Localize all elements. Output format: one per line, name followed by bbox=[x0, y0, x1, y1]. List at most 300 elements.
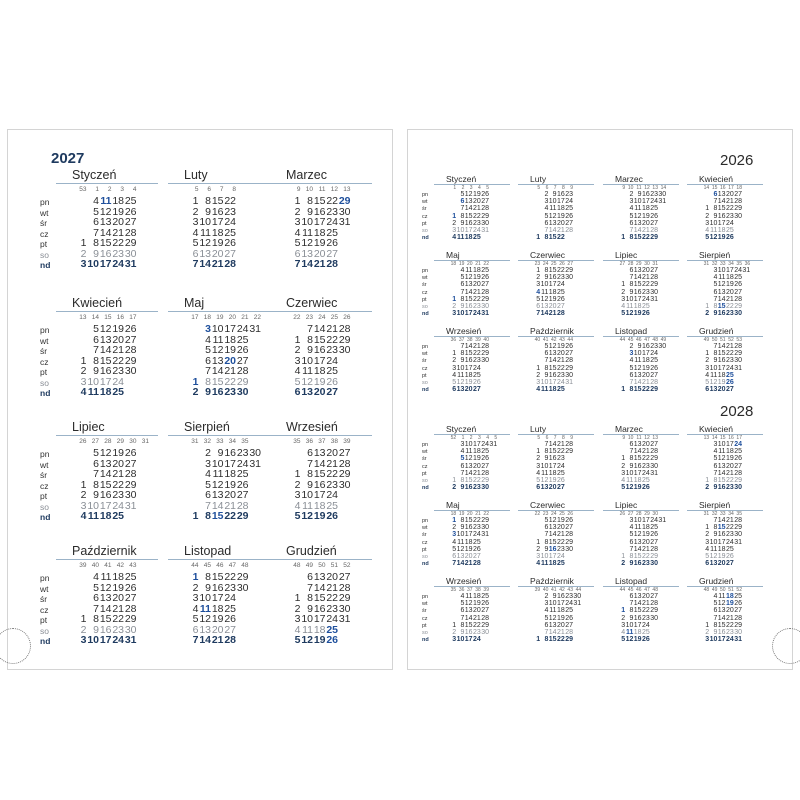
day-cell: 6 bbox=[205, 489, 211, 501]
day-cell: 28 bbox=[338, 323, 351, 335]
day-label-nd: nd bbox=[422, 561, 429, 568]
month-name: Grudzień bbox=[699, 576, 734, 586]
day-cell: 9 bbox=[93, 365, 99, 377]
day-cell: 21 bbox=[556, 357, 565, 365]
day-cell: 11 bbox=[625, 629, 634, 636]
day-cell: 28 bbox=[236, 499, 249, 512]
day-label-pn: pn bbox=[422, 344, 429, 350]
day-cell: 1 bbox=[452, 295, 457, 303]
day-cell: 23 bbox=[556, 545, 565, 553]
day-cell: 14 bbox=[548, 531, 557, 539]
day-cell: 26 bbox=[326, 510, 338, 522]
day-cell: 25 bbox=[725, 371, 734, 379]
day-cell: 5 bbox=[192, 613, 199, 625]
day-cell: 6 bbox=[460, 607, 465, 615]
day-cell: 7 bbox=[713, 295, 718, 303]
day-cell: 15 bbox=[633, 234, 642, 242]
day-cell: 14 bbox=[199, 634, 211, 646]
day-cell: 23 bbox=[650, 343, 658, 350]
day-cell: 2 bbox=[452, 357, 457, 365]
day-cell: 25 bbox=[224, 602, 236, 615]
day-cell: 10 bbox=[301, 354, 313, 367]
day-label-wt: wt bbox=[422, 351, 428, 358]
day-cell: 8 bbox=[544, 267, 549, 274]
day-cell: 19 bbox=[211, 237, 224, 249]
day-cell: 11 bbox=[718, 274, 726, 282]
day-cell: 13 bbox=[99, 333, 112, 346]
day-cell: 2 bbox=[536, 371, 541, 379]
day-cell: 10 bbox=[709, 364, 718, 372]
month-2028-8 bbox=[687, 500, 763, 569]
day-cell: 20 bbox=[641, 593, 650, 600]
day-cell: 31 bbox=[338, 613, 351, 625]
day-cell: 8 bbox=[544, 448, 549, 456]
month-divider bbox=[56, 183, 158, 184]
day-cell: 15 bbox=[717, 524, 726, 532]
day-cell: 6 bbox=[544, 524, 549, 532]
day-cell: 17 bbox=[313, 216, 326, 228]
week-number: 18 bbox=[450, 511, 457, 517]
day-cell: 29 bbox=[481, 621, 489, 629]
month-2028-12 bbox=[687, 576, 763, 645]
day-cell: 17 bbox=[464, 364, 473, 372]
day-cell: 20 bbox=[717, 386, 726, 394]
day-cell: 24 bbox=[112, 634, 124, 646]
day-cell: 30 bbox=[734, 531, 742, 539]
day-cell: 10 bbox=[211, 457, 224, 470]
day-label-cz: cz bbox=[40, 228, 49, 239]
day-cell: 26 bbox=[641, 636, 650, 644]
day-cell: 3 bbox=[536, 462, 541, 470]
day-cell: 23 bbox=[725, 629, 734, 636]
day-cell: 7 bbox=[307, 457, 313, 470]
day-cell: 7 bbox=[460, 205, 465, 213]
day-cell: 11 bbox=[634, 524, 642, 532]
week-number: 1 bbox=[461, 435, 465, 441]
day-cell: 1 bbox=[621, 281, 626, 289]
day-cell: 17 bbox=[99, 634, 112, 646]
week-number: 13 bbox=[652, 185, 658, 191]
day-cell: 12 bbox=[199, 613, 211, 625]
day-cell: 5 bbox=[93, 323, 99, 335]
month-name: Marzec bbox=[286, 168, 327, 182]
day-cell: 13 bbox=[301, 386, 313, 398]
day-cell: 27 bbox=[725, 386, 734, 394]
day-cell: 17 bbox=[556, 198, 565, 206]
day-cell: 11 bbox=[541, 288, 549, 296]
day-cell: 27 bbox=[565, 621, 573, 629]
day-cell: 17 bbox=[556, 600, 565, 608]
day-cell: 1 bbox=[621, 455, 626, 463]
day-cell: 8 bbox=[93, 354, 99, 367]
day-cell: 14 bbox=[301, 258, 313, 270]
week-number: 52 bbox=[728, 337, 734, 343]
day-cell: 9 bbox=[460, 303, 465, 310]
week-number: 50 bbox=[720, 587, 726, 593]
day-cell: 31 bbox=[742, 267, 751, 274]
day-cell: 8 bbox=[629, 607, 634, 615]
day-cell: 5 bbox=[629, 364, 634, 372]
day-cell: 14 bbox=[99, 226, 112, 239]
day-cell: 27 bbox=[481, 198, 489, 206]
day-cell: 2 bbox=[192, 205, 199, 218]
day-cell: 29 bbox=[481, 350, 489, 358]
month-name: Listopad bbox=[184, 544, 232, 558]
week-number: 39 bbox=[483, 587, 489, 593]
day-cell: 25 bbox=[224, 226, 236, 239]
day-cell: 11 bbox=[718, 593, 726, 600]
day-cell: 15 bbox=[211, 375, 224, 388]
day-cell: 14 bbox=[548, 441, 557, 448]
day-cell: 7 bbox=[713, 343, 718, 350]
day-cell: 10 bbox=[625, 469, 634, 477]
day-cell: 24 bbox=[734, 441, 742, 448]
day-cell: 16 bbox=[464, 303, 473, 310]
day-cell: 5 bbox=[536, 477, 541, 484]
week-number: 44 bbox=[619, 337, 626, 343]
day-cell: 19 bbox=[633, 310, 642, 318]
month-divider bbox=[270, 183, 372, 184]
day-cell: 11 bbox=[212, 333, 224, 346]
day-cell: 2 bbox=[705, 531, 710, 539]
month-name: Maj bbox=[446, 250, 460, 260]
day-cell: 25 bbox=[650, 524, 658, 532]
day-cell: 30 bbox=[650, 614, 658, 622]
day-cell: 21 bbox=[641, 274, 650, 282]
day-cell: 15 bbox=[313, 468, 326, 480]
day-cell: 23 bbox=[472, 484, 481, 492]
day-cell: 26 bbox=[734, 281, 742, 289]
day-cell: 22 bbox=[224, 375, 236, 388]
day-cell: 11 bbox=[718, 448, 726, 456]
day-cell: 10 bbox=[633, 517, 642, 524]
day-cell: 15 bbox=[99, 354, 112, 367]
day-cell: 8 bbox=[629, 455, 634, 463]
day-cell: 11 bbox=[634, 357, 642, 365]
day-cell: 29 bbox=[734, 303, 742, 310]
day-cell: 25 bbox=[734, 448, 742, 456]
day-cell: 5 bbox=[452, 545, 457, 553]
month-name: Listopad bbox=[615, 576, 648, 586]
day-cell: 25 bbox=[725, 227, 734, 234]
day-cell: 20 bbox=[641, 441, 650, 448]
day-cell: 3 bbox=[452, 227, 457, 234]
day-cell: 7 bbox=[629, 379, 634, 386]
month-name: Sierpień bbox=[699, 500, 731, 510]
day-cell: 17 bbox=[464, 531, 473, 539]
day-cell: 25 bbox=[124, 571, 137, 583]
day-cell: 11 bbox=[302, 623, 313, 636]
day-cell: 7 bbox=[544, 629, 549, 636]
day-cell: 26 bbox=[472, 545, 481, 553]
day-cell: 2 bbox=[629, 343, 634, 350]
day-cell: 2 bbox=[452, 484, 457, 492]
day-cell: 31 bbox=[489, 441, 498, 448]
day-cell: 28 bbox=[650, 379, 658, 386]
day-cell: 17 bbox=[99, 258, 112, 270]
day-cell: 7 bbox=[544, 227, 549, 234]
day-cell: 14 bbox=[211, 499, 224, 512]
week-number: 46 bbox=[636, 337, 642, 343]
day-cell: 14 bbox=[464, 205, 473, 213]
day-cell: 11 bbox=[634, 205, 642, 213]
week-number: 4 bbox=[132, 186, 137, 193]
day-cell: 31 bbox=[481, 531, 489, 539]
day-cell: 5 bbox=[93, 581, 99, 594]
day-cell: 6 bbox=[705, 386, 710, 394]
day-cell: 29 bbox=[124, 613, 137, 625]
day-cell: 27 bbox=[734, 462, 742, 470]
day-cell: 27 bbox=[556, 303, 565, 310]
day-cell: 5 bbox=[544, 517, 549, 524]
month-name: Marzec bbox=[615, 424, 643, 434]
day-cell: 7 bbox=[205, 499, 211, 512]
day-cell: 18 bbox=[548, 386, 557, 394]
day-cell: 21 bbox=[641, 545, 650, 553]
day-cell: 6 bbox=[629, 219, 634, 227]
day-label-so: so bbox=[40, 249, 49, 260]
week-number: 45 bbox=[203, 562, 211, 569]
day-cell: 7 bbox=[192, 634, 199, 646]
week-number: 27 bbox=[91, 438, 99, 445]
week-number: 22 bbox=[534, 511, 541, 517]
day-cell: 26 bbox=[224, 613, 236, 625]
day-cell: 11 bbox=[465, 593, 473, 600]
day-cell: 21 bbox=[556, 441, 565, 448]
month-2027-8 bbox=[168, 420, 270, 524]
month-2026-9 bbox=[422, 326, 510, 395]
day-cell: 6 bbox=[294, 247, 301, 260]
day-cell: 10 bbox=[87, 634, 99, 646]
week-number: 36 bbox=[450, 337, 457, 343]
day-cell: 4 bbox=[629, 524, 634, 532]
month-name: Lipiec bbox=[72, 420, 105, 434]
day-label-so: so bbox=[422, 630, 428, 636]
day-cell: 11 bbox=[302, 365, 313, 377]
day-cell: 21 bbox=[211, 634, 224, 646]
day-cell: 7 bbox=[460, 288, 465, 296]
day-label-pt: pt bbox=[422, 220, 427, 227]
day-cell: 12 bbox=[717, 600, 726, 608]
day-cell: 22 bbox=[326, 592, 338, 604]
day-cell: 23 bbox=[725, 310, 734, 318]
day-cell: 10 bbox=[456, 531, 465, 539]
day-cell: 28 bbox=[565, 227, 573, 234]
day-cell: 25 bbox=[556, 288, 565, 296]
day-cell: 9 bbox=[307, 344, 313, 356]
day-cell: 13 bbox=[717, 607, 726, 615]
day-cell: 18 bbox=[99, 386, 112, 398]
day-cell: 11 bbox=[710, 371, 718, 379]
month-2026-5 bbox=[422, 250, 510, 319]
day-cell: 19 bbox=[725, 281, 734, 289]
day-label-nd: nd bbox=[40, 512, 51, 522]
day-cell: 4 bbox=[452, 538, 457, 546]
day-cell: 19 bbox=[548, 295, 557, 303]
day-cell: 14 bbox=[456, 560, 465, 568]
day-cell: 21 bbox=[326, 323, 338, 335]
day-cell: 18 bbox=[313, 365, 326, 377]
day-cell: 17 bbox=[99, 499, 112, 512]
month-2028-4 bbox=[687, 424, 763, 493]
day-cell: 23 bbox=[326, 602, 338, 615]
day-cell: 9 bbox=[629, 288, 634, 296]
day-cell: 19 bbox=[717, 379, 726, 386]
day-cell: 8 bbox=[544, 538, 549, 546]
day-cell: 21 bbox=[472, 614, 481, 622]
day-cell: 27 bbox=[236, 354, 249, 367]
week-number: 25 bbox=[551, 261, 557, 267]
day-cell: 10 bbox=[540, 379, 549, 386]
day-cell: 5 bbox=[705, 379, 710, 386]
day-cell: 16 bbox=[556, 593, 565, 600]
day-cell: 25 bbox=[556, 386, 565, 394]
day-cell: 3 bbox=[205, 323, 211, 335]
day-cell: 8 bbox=[460, 350, 465, 358]
day-cell: 4 bbox=[544, 205, 549, 213]
day-cell: 19 bbox=[725, 455, 734, 463]
day-cell: 26 bbox=[725, 234, 734, 242]
day-cell: 6 bbox=[713, 607, 718, 615]
month-2027-9 bbox=[270, 420, 372, 524]
day-cell: 14 bbox=[717, 517, 726, 524]
day-cell: 11 bbox=[540, 560, 549, 568]
day-cell: 4 bbox=[621, 477, 626, 484]
day-cell: 1 bbox=[705, 205, 710, 213]
day-cell: 22 bbox=[472, 517, 481, 524]
week-number: 26 bbox=[559, 261, 565, 267]
week-number: 26 bbox=[343, 314, 351, 321]
day-cell: 4 bbox=[192, 226, 199, 239]
day-cell: 9 bbox=[460, 629, 465, 636]
day-cell: 17 bbox=[641, 517, 650, 524]
day-cell: 11 bbox=[456, 234, 465, 242]
day-cell: 15 bbox=[464, 212, 473, 220]
day-cell: 23 bbox=[641, 614, 650, 622]
week-number: 9 bbox=[570, 185, 573, 191]
day-cell: 26 bbox=[565, 343, 573, 350]
day-label-so: so bbox=[422, 304, 428, 310]
day-cell: 23 bbox=[224, 581, 236, 594]
day-cell: 8 bbox=[629, 281, 634, 289]
day-cell: 3 bbox=[205, 457, 211, 470]
day-cell: 1 bbox=[621, 386, 626, 394]
day-cell: 1 bbox=[621, 607, 626, 615]
day-label-pn: pn bbox=[40, 449, 50, 459]
day-cell: 5 bbox=[544, 614, 549, 622]
day-cell: 14 bbox=[717, 295, 726, 303]
week-number: 17 bbox=[728, 185, 734, 191]
day-cell: 8 bbox=[460, 621, 465, 629]
day-cell: 12 bbox=[709, 234, 718, 242]
week-number: 53 bbox=[736, 337, 742, 343]
week-number: 39 bbox=[475, 337, 481, 343]
week-number: 31 bbox=[141, 438, 149, 445]
day-cell: 29 bbox=[124, 237, 137, 249]
day-cell: 8 bbox=[544, 234, 549, 242]
day-cell: 16 bbox=[717, 629, 726, 636]
day-cell: 16 bbox=[224, 447, 236, 459]
day-cell: 6 bbox=[544, 621, 549, 629]
day-cell: 14 bbox=[313, 323, 326, 335]
day-cell: 8 bbox=[460, 295, 465, 303]
day-cell: 30 bbox=[565, 274, 573, 282]
day-cell: 31 bbox=[124, 258, 137, 270]
day-cell: 8 bbox=[713, 477, 718, 484]
month-2028-11 bbox=[603, 576, 679, 645]
day-cell: 25 bbox=[725, 545, 734, 553]
day-cell: 11 bbox=[549, 607, 557, 615]
day-cell: 18 bbox=[633, 477, 642, 484]
day-cell: 24 bbox=[236, 457, 249, 470]
day-cell: 25 bbox=[236, 468, 249, 480]
month-name: Styczeń bbox=[446, 424, 477, 434]
day-cell: 26 bbox=[124, 205, 137, 218]
day-cell: 10 bbox=[709, 538, 718, 546]
day-cell: 6 bbox=[452, 386, 457, 394]
day-cell: 10 bbox=[456, 364, 465, 372]
month-divider bbox=[56, 435, 158, 436]
day-cell: 20 bbox=[717, 560, 726, 568]
day-cell: 13 bbox=[717, 288, 726, 296]
day-cell: 5 bbox=[192, 237, 199, 249]
day-cell: 22 bbox=[725, 350, 734, 358]
week-number: 9 bbox=[622, 435, 626, 441]
day-label-pt: pt bbox=[422, 372, 427, 379]
day-cell: 6 bbox=[93, 592, 99, 604]
day-cell: 5 bbox=[713, 281, 718, 289]
day-cell: 14 bbox=[199, 258, 211, 270]
day-cell: 22 bbox=[224, 195, 236, 207]
day-cell: 28 bbox=[734, 295, 742, 303]
day-cell: 15 bbox=[548, 636, 557, 644]
day-cell: 22 bbox=[326, 333, 338, 346]
week-number: 35 bbox=[450, 587, 457, 593]
day-cell: 21 bbox=[641, 379, 650, 386]
day-cell: 4 bbox=[713, 593, 718, 600]
day-cell: 24 bbox=[650, 350, 658, 358]
day-cell: 31 bbox=[658, 198, 667, 206]
day-cell: 19 bbox=[112, 205, 124, 218]
day-cell: 20 bbox=[641, 219, 650, 227]
day-cell: 13 bbox=[633, 593, 642, 600]
day-cell: 28 bbox=[565, 441, 573, 448]
day-cell: 6 bbox=[460, 281, 465, 289]
day-cell: 7 bbox=[544, 531, 549, 539]
day-cell: 8 bbox=[544, 364, 549, 372]
day-cell: 13 bbox=[633, 538, 642, 546]
day-cell: 17 bbox=[224, 457, 236, 470]
day-cell: 12 bbox=[633, 212, 642, 220]
day-cell: 14 bbox=[548, 357, 557, 365]
week-number: 29 bbox=[644, 511, 650, 517]
week-number: 43 bbox=[567, 587, 573, 593]
day-cell: 24 bbox=[472, 227, 481, 234]
day-cell: 27 bbox=[224, 623, 236, 636]
day-cell: 9 bbox=[552, 593, 557, 600]
day-cell: 4 bbox=[629, 357, 634, 365]
day-cell: 30 bbox=[658, 343, 667, 350]
day-cell: 3 bbox=[629, 350, 634, 358]
week-number: 52 bbox=[736, 587, 742, 593]
day-cell: 15 bbox=[717, 303, 726, 310]
day-cell: 19 bbox=[224, 344, 236, 356]
day-cell: 13 bbox=[211, 489, 224, 501]
day-cell: 31 bbox=[124, 634, 137, 646]
week-number: 19 bbox=[458, 261, 465, 267]
day-cell: 24 bbox=[556, 553, 565, 560]
day-cell: 8 bbox=[629, 234, 634, 242]
